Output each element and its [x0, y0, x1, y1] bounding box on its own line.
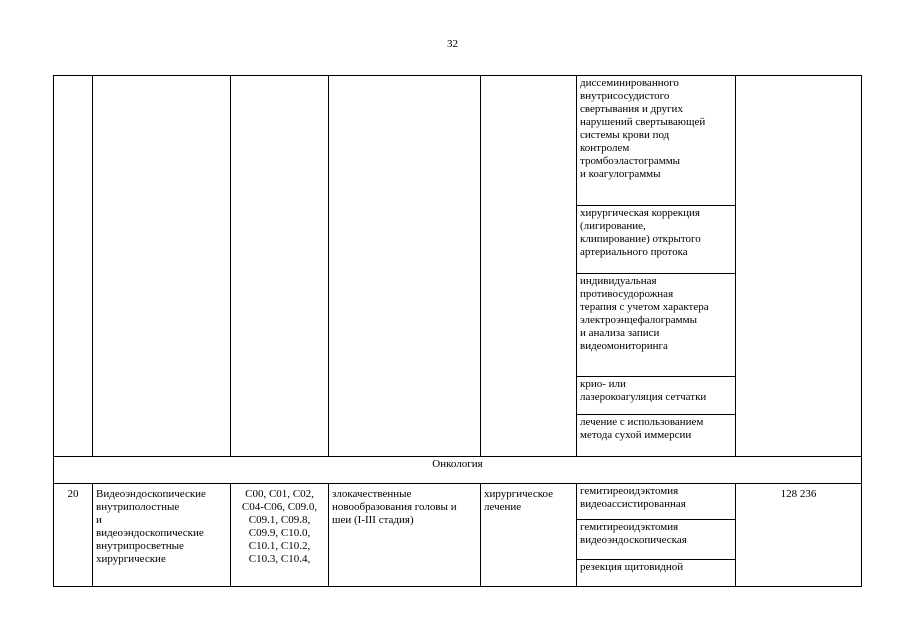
cell-empty	[736, 76, 862, 457]
procedure-cell: лечение с использованием метода сухой иммерсии	[577, 415, 736, 457]
diagnosis-codes: C00, C01, C02, C04-C06, C09.0, C09.1, C09.8, C09.9, C10.0, C10.1, C10.2, C10.3, C10.4,	[231, 484, 329, 587]
cell-empty	[93, 76, 231, 457]
cell-empty	[231, 76, 329, 457]
care-type-name: Видеоэндоскопические внутриполостные и видеоэндоскопические внутрипросветные хирургические	[93, 484, 231, 587]
treatment-type: хирургическое лечение	[481, 484, 577, 587]
section-row	[54, 457, 862, 484]
procedure-cell: гемитиреоидэктомия видеоэндоскопическая	[577, 520, 736, 560]
cell-empty	[54, 76, 93, 457]
cell-empty	[481, 76, 577, 457]
procedure-cell: диссеминированного внутрисосудистого свертывания и других нарушений свертывающей системы крови под контролем тромбоэластограммы и коагулограммы	[577, 76, 736, 206]
cell-empty	[329, 76, 481, 457]
procedure-cell: крио- или лазерокоагуляция сетчатки	[577, 377, 736, 415]
table-row	[54, 76, 862, 206]
table-row	[54, 484, 862, 520]
procedure-cell: хирургическая коррекция (лигирование, клипирование) открытого артериального протока	[577, 206, 736, 274]
procedure-cell: индивидуальная противосудорожная терапия с учетом характера электроэнцефалограммы и анализа записи видеомониторинга	[577, 274, 736, 377]
procedure-cell: гемитиреоидэктомия видеоассистированная	[577, 484, 736, 520]
care-table	[53, 75, 862, 587]
cost-value: 128 236	[736, 484, 862, 587]
section-title: Онкология	[54, 457, 862, 484]
row-number: 20	[54, 484, 93, 587]
procedure-cell: резекция щитовидной	[577, 560, 736, 587]
patient-model: злокачественные новообразования головы и шеи (I-III стадия)	[329, 484, 481, 587]
page-number: 32	[447, 38, 458, 50]
